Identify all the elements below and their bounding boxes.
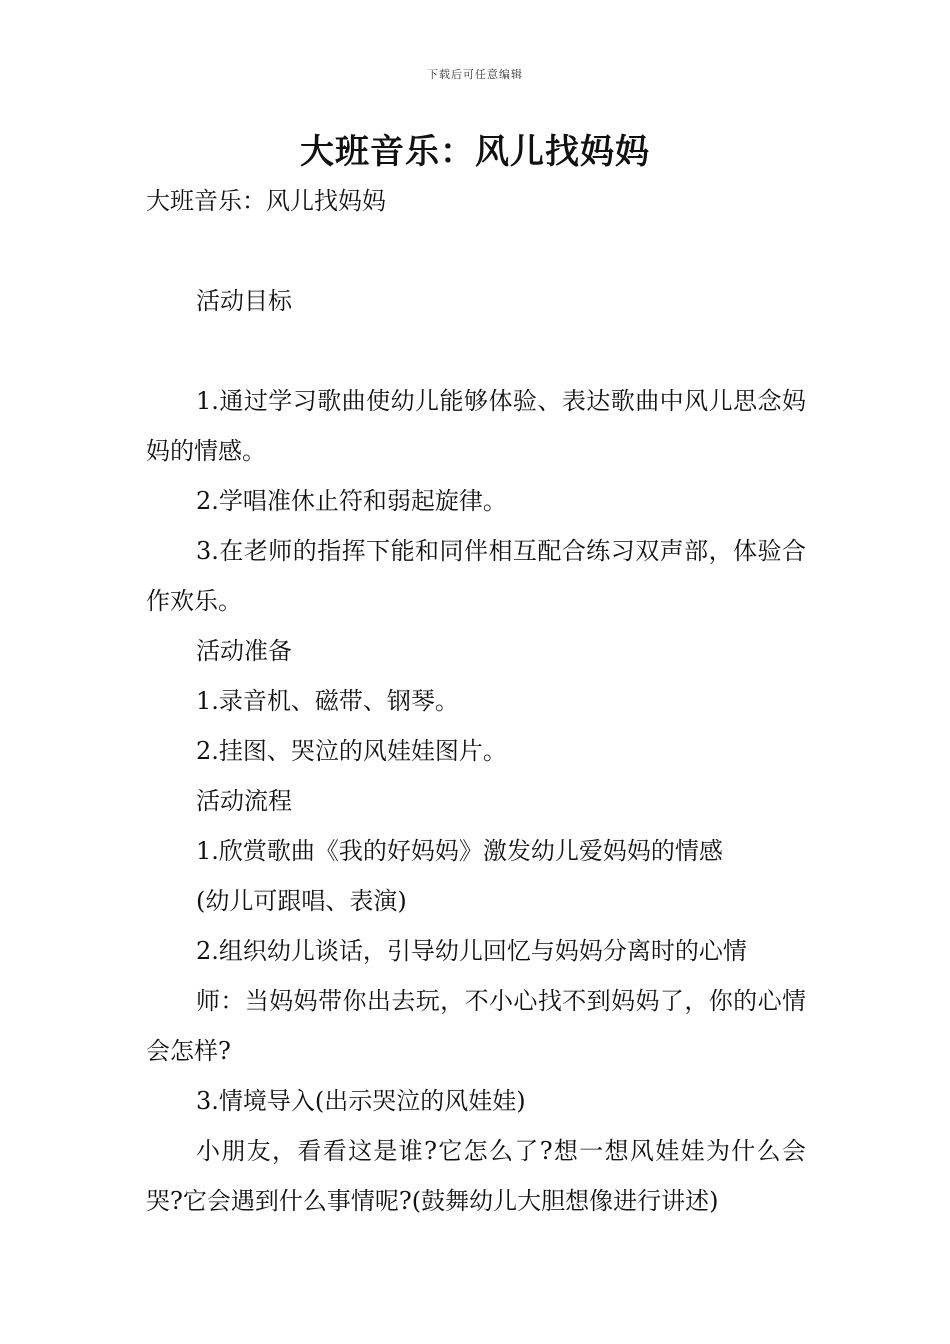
paragraph: 3.在老师的指挥下能和同伴相互配合练习双声部，体验合作欢乐。 (146, 537, 806, 615)
spacer (146, 326, 806, 376)
section-heading-preparation: 活动准备 (196, 637, 292, 665)
paragraph: 1.录音机、磁带、钢琴。 (196, 687, 459, 715)
paragraph: 2.组织幼儿谈话，引导幼儿回忆与妈妈分离时的心情 (196, 937, 747, 965)
spacer (146, 226, 806, 276)
paragraph: 3.情境导入(出示哭泣的风娃娃) (196, 1087, 526, 1115)
paragraph: 小朋友，看看这是谁?它怎么了?想一想风娃娃为什么会哭?它会遇到什么事情呢?(鼓舞幼儿大胆想像进行讲述) (146, 1137, 806, 1215)
paragraph: 2.学唱准休止符和弱起旋律。 (196, 487, 507, 515)
section-heading-goals: 活动目标 (196, 287, 292, 315)
header-note: 下载后可任意编辑 (427, 68, 523, 81)
paragraph: (幼儿可跟唱、表演) (196, 887, 407, 915)
paragraph: 2.挂图、哭泣的风娃娃图片。 (196, 737, 507, 765)
paragraph: 1.欣赏歌曲《我的好妈妈》激发幼儿爱妈妈的情感 (196, 837, 723, 865)
section-heading-process: 活动流程 (196, 787, 292, 815)
paragraph: 1.通过学习歌曲使幼儿能够体验、表达歌曲中风儿思念妈妈的情感。 (146, 387, 806, 465)
document-title: 大班音乐：风儿找妈妈 (300, 132, 650, 172)
subtitle: 大班音乐：风儿找妈妈 (146, 187, 386, 215)
document-body (146, 176, 806, 1226)
paragraph: 师：当妈妈带你出去玩，不小心找不到妈妈了，你的心情会怎样? (146, 987, 806, 1065)
